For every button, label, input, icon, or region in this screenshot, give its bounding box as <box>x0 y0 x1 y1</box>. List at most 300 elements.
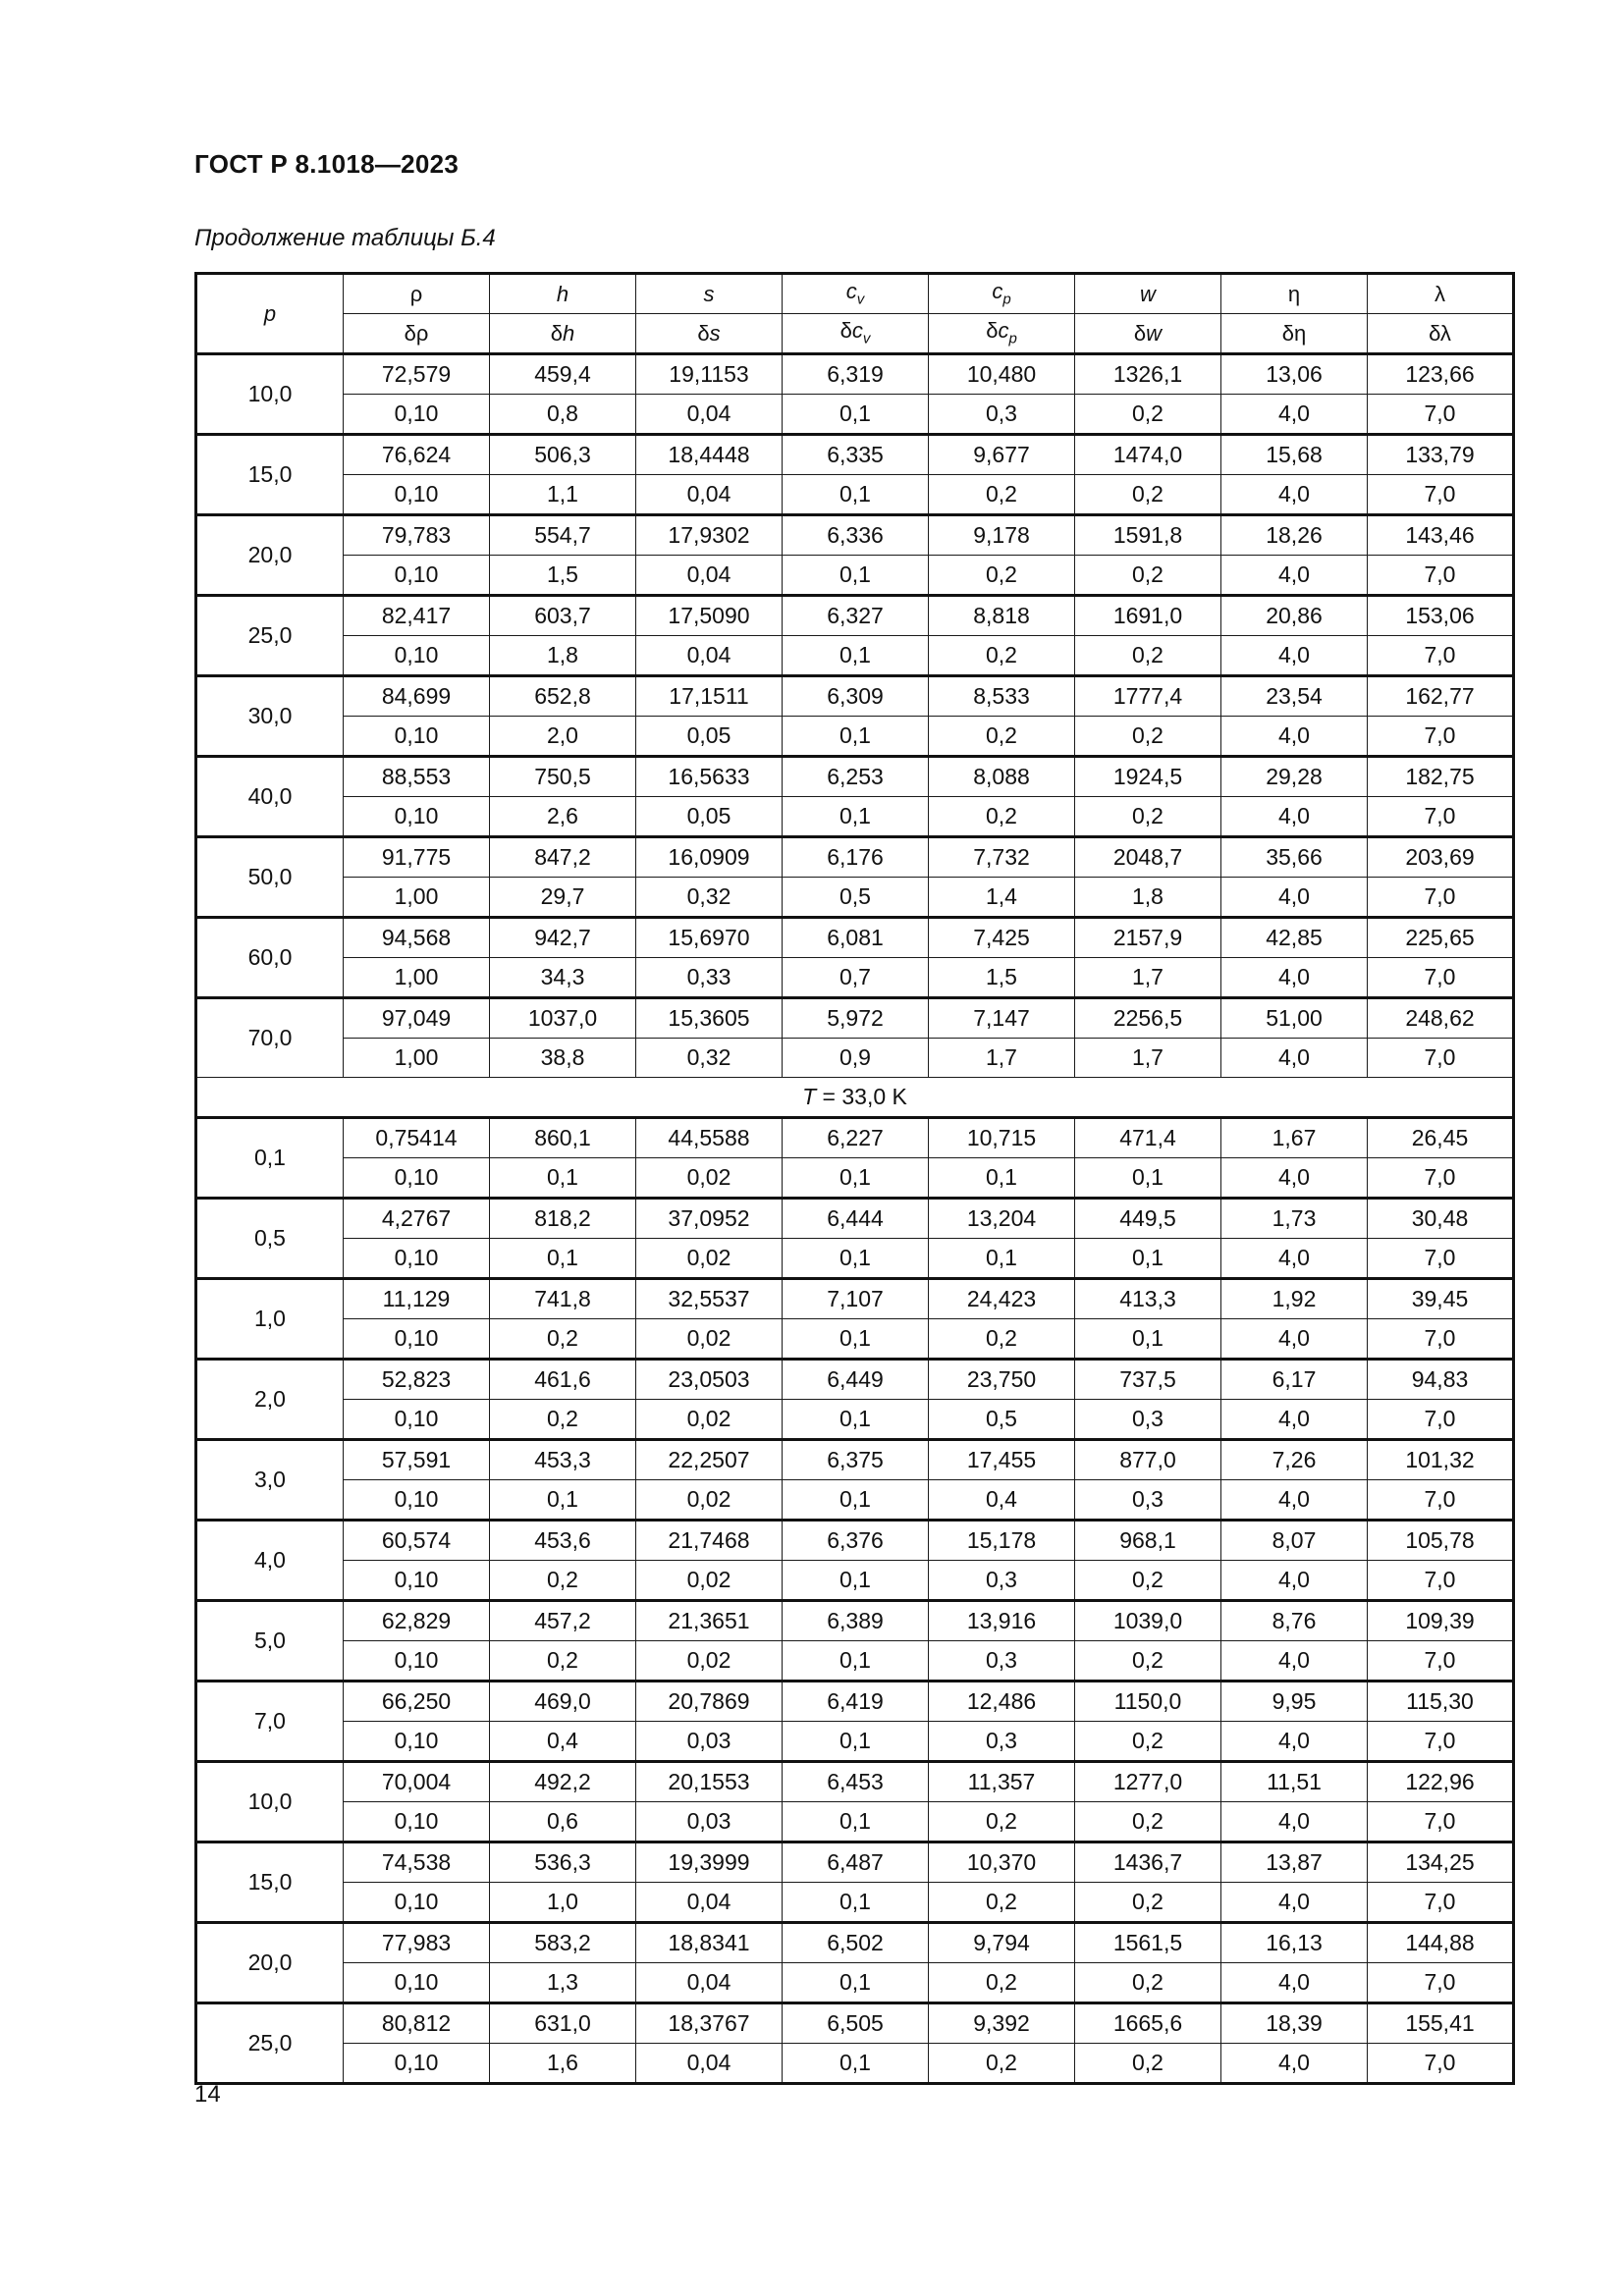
error-cell: 0,10 <box>344 636 490 676</box>
error-cell: 0,2 <box>1075 1641 1221 1682</box>
error-cell: 2,0 <box>490 717 636 757</box>
error-cell: 0,3 <box>1075 1400 1221 1440</box>
value-cell: 66,250 <box>344 1682 490 1722</box>
error-cell: 7,0 <box>1368 1641 1514 1682</box>
error-cell: 0,10 <box>344 1319 490 1360</box>
value-cell: 942,7 <box>490 918 636 958</box>
error-cell: 0,10 <box>344 1722 490 1762</box>
error-cell: 0,2 <box>1075 797 1221 837</box>
error-cell: 4,0 <box>1221 556 1368 596</box>
table-row-errors <box>196 1239 1514 1279</box>
value-cell: 2256,5 <box>1075 998 1221 1039</box>
error-cell: 4,0 <box>1221 1883 1368 1923</box>
header-d-s: δs <box>636 314 783 354</box>
pressure-cell: 15,0 <box>196 435 344 515</box>
error-cell: 0,1 <box>783 475 929 515</box>
value-cell: 968,1 <box>1075 1521 1221 1561</box>
error-cell: 0,03 <box>636 1722 783 1762</box>
error-cell: 0,2 <box>929 636 1075 676</box>
value-cell: 6,319 <box>783 354 929 395</box>
value-cell: 16,13 <box>1221 1923 1368 1963</box>
value-cell: 11,129 <box>344 1279 490 1319</box>
table-row-errors <box>196 958 1514 998</box>
pressure-group <box>196 1682 1514 1762</box>
table-row-errors <box>196 878 1514 918</box>
error-cell: 7,0 <box>1368 1883 1514 1923</box>
value-cell: 22,2507 <box>636 1440 783 1480</box>
value-cell: 52,823 <box>344 1360 490 1400</box>
value-cell: 603,7 <box>490 596 636 636</box>
error-cell: 0,04 <box>636 556 783 596</box>
table-row-values <box>196 1440 1514 1480</box>
error-cell: 0,05 <box>636 797 783 837</box>
value-cell: 8,533 <box>929 676 1075 717</box>
error-cell: 0,33 <box>636 958 783 998</box>
value-cell: 123,66 <box>1368 354 1514 395</box>
error-cell: 4,0 <box>1221 1480 1368 1521</box>
value-cell: 6,176 <box>783 837 929 878</box>
pressure-group <box>196 2003 1514 2084</box>
header-w: w <box>1075 274 1221 314</box>
error-cell: 0,10 <box>344 1561 490 1601</box>
value-cell: 30,48 <box>1368 1199 1514 1239</box>
header-row-errors <box>196 314 1514 354</box>
value-cell: 631,0 <box>490 2003 636 2044</box>
value-cell: 1924,5 <box>1075 757 1221 797</box>
value-cell: 51,00 <box>1221 998 1368 1039</box>
error-cell: 0,10 <box>344 556 490 596</box>
error-cell: 4,0 <box>1221 395 1368 435</box>
error-cell: 0,1 <box>1075 1158 1221 1199</box>
table-row-values <box>196 757 1514 797</box>
pressure-cell: 3,0 <box>196 1440 344 1521</box>
pressure-group <box>196 676 1514 757</box>
header-cp: $c_p$ <box>929 274 1075 314</box>
value-cell: 1,73 <box>1221 1199 1368 1239</box>
value-cell: 9,392 <box>929 2003 1075 2044</box>
error-cell: 0,2 <box>929 1319 1075 1360</box>
value-cell: 20,86 <box>1221 596 1368 636</box>
value-cell: 10,715 <box>929 1118 1075 1158</box>
error-cell: 4,0 <box>1221 636 1368 676</box>
pressure-group <box>196 596 1514 676</box>
document-header: ГОСТ Р 8.1018—2023 <box>194 149 460 179</box>
error-cell: 0,7 <box>783 958 929 998</box>
error-cell: 0,10 <box>344 395 490 435</box>
error-cell: 0,2 <box>929 1963 1075 2003</box>
value-cell: 6,253 <box>783 757 929 797</box>
value-cell: 9,677 <box>929 435 1075 475</box>
pressure-cell: 7,0 <box>196 1682 344 1762</box>
pressure-group <box>196 1199 1514 1279</box>
value-cell: 115,30 <box>1368 1682 1514 1722</box>
table-row-errors <box>196 395 1514 435</box>
error-cell: 0,10 <box>344 1883 490 1923</box>
value-cell: 23,750 <box>929 1360 1075 1400</box>
header-d-cv: $\delta c_v$ <box>783 314 929 354</box>
error-cell: 0,02 <box>636 1480 783 1521</box>
table-row-errors <box>196 1641 1514 1682</box>
error-cell: 0,1 <box>783 1722 929 1762</box>
error-cell: 1,4 <box>929 878 1075 918</box>
value-cell: 143,46 <box>1368 515 1514 556</box>
error-cell: 0,10 <box>344 1641 490 1682</box>
error-cell: 0,1 <box>929 1239 1075 1279</box>
error-cell: 0,5 <box>783 878 929 918</box>
error-cell: 38,8 <box>490 1039 636 1078</box>
table-row-errors <box>196 1039 1514 1078</box>
header-d-eta: δη <box>1221 314 1368 354</box>
error-cell: 0,03 <box>636 1802 783 1842</box>
error-cell: 0,3 <box>929 1561 1075 1601</box>
value-cell: 10,370 <box>929 1842 1075 1883</box>
error-cell: 0,02 <box>636 1561 783 1601</box>
pressure-group <box>196 435 1514 515</box>
value-cell: 13,87 <box>1221 1842 1368 1883</box>
error-cell: 0,02 <box>636 1239 783 1279</box>
error-cell: 1,7 <box>929 1039 1075 1078</box>
pressure-cell: 1,0 <box>196 1279 344 1360</box>
value-cell: 144,88 <box>1368 1923 1514 1963</box>
pressure-group <box>196 837 1514 918</box>
value-cell: 80,812 <box>344 2003 490 2044</box>
value-cell: 91,775 <box>344 837 490 878</box>
pressure-cell: 50,0 <box>196 837 344 918</box>
error-cell: 7,0 <box>1368 1319 1514 1360</box>
error-cell: 0,02 <box>636 1400 783 1440</box>
table-row-values <box>196 1842 1514 1883</box>
value-cell: 16,0909 <box>636 837 783 878</box>
error-cell: 1,00 <box>344 1039 490 1078</box>
pressure-group <box>196 1923 1514 2003</box>
table-row-values <box>196 596 1514 636</box>
error-cell: 4,0 <box>1221 1722 1368 1762</box>
value-cell: 4,2767 <box>344 1199 490 1239</box>
value-cell: 1474,0 <box>1075 435 1221 475</box>
error-cell: 1,0 <box>490 1883 636 1923</box>
value-cell: 6,487 <box>783 1842 929 1883</box>
table-row-values <box>196 1118 1514 1158</box>
error-cell: 0,10 <box>344 1480 490 1521</box>
error-cell: 0,1 <box>783 1802 929 1842</box>
error-cell: 4,0 <box>1221 1963 1368 2003</box>
table-row-errors <box>196 636 1514 676</box>
error-cell: 1,00 <box>344 958 490 998</box>
value-cell: 122,96 <box>1368 1762 1514 1802</box>
value-cell: 153,06 <box>1368 596 1514 636</box>
value-cell: 16,5633 <box>636 757 783 797</box>
error-cell: 7,0 <box>1368 1239 1514 1279</box>
error-cell: 0,1 <box>1075 1319 1221 1360</box>
error-cell: 7,0 <box>1368 475 1514 515</box>
value-cell: 1,92 <box>1221 1279 1368 1319</box>
section-row <box>196 1078 1514 1118</box>
value-cell: 42,85 <box>1221 918 1368 958</box>
value-cell: 6,419 <box>783 1682 929 1722</box>
value-cell: 134,25 <box>1368 1842 1514 1883</box>
error-cell: 4,0 <box>1221 2044 1368 2084</box>
page-number: 14 <box>194 2081 221 2108</box>
error-cell: 0,2 <box>1075 475 1221 515</box>
value-cell: 1326,1 <box>1075 354 1221 395</box>
table-row-values <box>196 1762 1514 1802</box>
error-cell: 7,0 <box>1368 1400 1514 1440</box>
table-row-errors <box>196 1561 1514 1601</box>
header-d-lambda: δλ <box>1368 314 1514 354</box>
error-cell: 34,3 <box>490 958 636 998</box>
value-cell: 7,107 <box>783 1279 929 1319</box>
table-row-errors <box>196 717 1514 757</box>
error-cell: 0,2 <box>1075 1722 1221 1762</box>
error-cell: 0,1 <box>783 1641 929 1682</box>
value-cell: 10,480 <box>929 354 1075 395</box>
error-cell: 29,7 <box>490 878 636 918</box>
table-row-values <box>196 998 1514 1039</box>
pressure-cell: 70,0 <box>196 998 344 1078</box>
value-cell: 6,081 <box>783 918 929 958</box>
pressure-group <box>196 515 1514 596</box>
value-cell: 6,444 <box>783 1199 929 1239</box>
value-cell: 583,2 <box>490 1923 636 1963</box>
value-cell: 1591,8 <box>1075 515 1221 556</box>
value-cell: 492,2 <box>490 1762 636 1802</box>
header-lambda: λ <box>1368 274 1514 314</box>
value-cell: 84,699 <box>344 676 490 717</box>
error-cell: 0,10 <box>344 1400 490 1440</box>
value-cell: 737,5 <box>1075 1360 1221 1400</box>
value-cell: 15,6970 <box>636 918 783 958</box>
error-cell: 0,32 <box>636 878 783 918</box>
error-cell: 0,2 <box>1075 2044 1221 2084</box>
table-row-values <box>196 676 1514 717</box>
value-cell: 74,538 <box>344 1842 490 1883</box>
error-cell: 1,5 <box>929 958 1075 998</box>
error-cell: 0,1 <box>783 1400 929 1440</box>
error-cell: 0,3 <box>1075 1480 1221 1521</box>
value-cell: 21,3651 <box>636 1601 783 1641</box>
error-cell: 4,0 <box>1221 1319 1368 1360</box>
value-cell: 60,574 <box>344 1521 490 1561</box>
value-cell: 6,336 <box>783 515 929 556</box>
table-row-values <box>196 1682 1514 1722</box>
value-cell: 6,505 <box>783 2003 929 2044</box>
error-cell: 7,0 <box>1368 636 1514 676</box>
header-eta: η <box>1221 274 1368 314</box>
value-cell: 72,579 <box>344 354 490 395</box>
value-cell: 155,41 <box>1368 2003 1514 2044</box>
error-cell: 4,0 <box>1221 1239 1368 1279</box>
error-cell: 0,1 <box>783 1561 929 1601</box>
pressure-cell: 30,0 <box>196 676 344 757</box>
error-cell: 0,1 <box>783 1963 929 2003</box>
error-cell: 0,2 <box>1075 717 1221 757</box>
pressure-cell: 4,0 <box>196 1521 344 1601</box>
error-cell: 0,2 <box>1075 1963 1221 2003</box>
error-cell: 7,0 <box>1368 1480 1514 1521</box>
value-cell: 20,1553 <box>636 1762 783 1802</box>
error-cell: 0,10 <box>344 1802 490 1842</box>
value-cell: 6,502 <box>783 1923 929 1963</box>
value-cell: 6,376 <box>783 1521 929 1561</box>
header-d-w: δw <box>1075 314 1221 354</box>
error-cell: 0,3 <box>929 1641 1075 1682</box>
error-cell: 0,6 <box>490 1802 636 1842</box>
pressure-cell: 0,5 <box>196 1199 344 1279</box>
pressure-cell: 25,0 <box>196 596 344 676</box>
value-cell: 459,4 <box>490 354 636 395</box>
table-row-errors <box>196 1802 1514 1842</box>
error-cell: 0,2 <box>1075 636 1221 676</box>
value-cell: 453,6 <box>490 1521 636 1561</box>
header-d-rho: δρ <box>344 314 490 354</box>
pressure-cell: 25,0 <box>196 2003 344 2084</box>
error-cell: 4,0 <box>1221 717 1368 757</box>
value-cell: 13,204 <box>929 1199 1075 1239</box>
error-cell: 7,0 <box>1368 958 1514 998</box>
value-cell: 860,1 <box>490 1118 636 1158</box>
value-cell: 248,62 <box>1368 998 1514 1039</box>
table-row-errors <box>196 1319 1514 1360</box>
error-cell: 0,4 <box>490 1722 636 1762</box>
error-cell: 4,0 <box>1221 797 1368 837</box>
error-cell: 1,8 <box>1075 878 1221 918</box>
error-cell: 0,1 <box>490 1480 636 1521</box>
error-cell: 0,10 <box>344 717 490 757</box>
pressure-group <box>196 1521 1514 1601</box>
pressure-cell: 10,0 <box>196 1762 344 1842</box>
error-cell: 1,6 <box>490 2044 636 2084</box>
error-cell: 7,0 <box>1368 717 1514 757</box>
error-cell: 0,02 <box>636 1158 783 1199</box>
error-cell: 0,02 <box>636 1319 783 1360</box>
error-cell: 0,1 <box>783 717 929 757</box>
error-cell: 0,10 <box>344 1158 490 1199</box>
pressure-group <box>196 1762 1514 1842</box>
value-cell: 7,425 <box>929 918 1075 958</box>
value-cell: 15,68 <box>1221 435 1368 475</box>
pressure-cell: 20,0 <box>196 515 344 596</box>
table-row-errors <box>196 475 1514 515</box>
error-cell: 4,0 <box>1221 1039 1368 1078</box>
error-cell: 4,0 <box>1221 1158 1368 1199</box>
pressure-group <box>196 1601 1514 1682</box>
value-cell: 9,794 <box>929 1923 1075 1963</box>
value-cell: 12,486 <box>929 1682 1075 1722</box>
error-cell: 2,6 <box>490 797 636 837</box>
error-cell: 0,3 <box>929 1722 1075 1762</box>
value-cell: 2157,9 <box>1075 918 1221 958</box>
value-cell: 1561,5 <box>1075 1923 1221 1963</box>
value-cell: 26,45 <box>1368 1118 1514 1158</box>
value-cell: 77,983 <box>344 1923 490 1963</box>
error-cell: 0,1 <box>783 1480 929 1521</box>
value-cell: 18,4448 <box>636 435 783 475</box>
error-cell: 1,8 <box>490 636 636 676</box>
value-cell: 1037,0 <box>490 998 636 1039</box>
value-cell: 105,78 <box>1368 1521 1514 1561</box>
table-row-errors <box>196 1158 1514 1199</box>
error-cell: 0,2 <box>1075 1883 1221 1923</box>
error-cell: 0,9 <box>783 1039 929 1078</box>
error-cell: 0,2 <box>929 2044 1075 2084</box>
value-cell: 1665,6 <box>1075 2003 1221 2044</box>
value-cell: 741,8 <box>490 1279 636 1319</box>
error-cell: 4,0 <box>1221 958 1368 998</box>
error-cell: 7,0 <box>1368 395 1514 435</box>
table-row-errors <box>196 1480 1514 1521</box>
error-cell: 4,0 <box>1221 1802 1368 1842</box>
error-cell: 7,0 <box>1368 1963 1514 2003</box>
pressure-group <box>196 998 1514 1078</box>
error-cell: 0,05 <box>636 717 783 757</box>
error-cell: 0,2 <box>929 1883 1075 1923</box>
table-row-values <box>196 2003 1514 2044</box>
section-label: T = 33,0 K <box>196 1078 1514 1118</box>
error-cell: 0,04 <box>636 2044 783 2084</box>
header-h: h <box>490 274 636 314</box>
value-cell: 94,568 <box>344 918 490 958</box>
value-cell: 11,357 <box>929 1762 1075 1802</box>
table-row-values <box>196 1923 1514 1963</box>
value-cell: 76,624 <box>344 435 490 475</box>
error-cell: 0,1 <box>783 1239 929 1279</box>
value-cell: 6,449 <box>783 1360 929 1400</box>
value-cell: 17,455 <box>929 1440 1075 1480</box>
pressure-cell: 5,0 <box>196 1601 344 1682</box>
error-cell: 0,10 <box>344 2044 490 2084</box>
error-cell: 0,1 <box>1075 1239 1221 1279</box>
error-cell: 0,1 <box>929 1158 1075 1199</box>
error-cell: 0,1 <box>783 2044 929 2084</box>
value-cell: 8,07 <box>1221 1521 1368 1561</box>
pressure-cell: 0,1 <box>196 1118 344 1199</box>
error-cell: 0,4 <box>929 1480 1075 1521</box>
value-cell: 469,0 <box>490 1682 636 1722</box>
error-cell: 0,2 <box>929 717 1075 757</box>
value-cell: 17,9302 <box>636 515 783 556</box>
value-cell: 18,26 <box>1221 515 1368 556</box>
table-row-values <box>196 1521 1514 1561</box>
table-row-errors <box>196 1400 1514 1440</box>
header-rho: ρ <box>344 274 490 314</box>
error-cell: 7,0 <box>1368 556 1514 596</box>
error-cell: 0,04 <box>636 1883 783 1923</box>
error-cell: 0,1 <box>490 1239 636 1279</box>
error-cell: 0,04 <box>636 475 783 515</box>
value-cell: 20,7869 <box>636 1682 783 1722</box>
header-d-h: δh <box>490 314 636 354</box>
error-cell: 0,32 <box>636 1039 783 1078</box>
value-cell: 6,453 <box>783 1762 929 1802</box>
value-cell: 18,3767 <box>636 2003 783 2044</box>
error-cell: 0,2 <box>929 556 1075 596</box>
error-cell: 0,10 <box>344 1239 490 1279</box>
value-cell: 23,54 <box>1221 676 1368 717</box>
value-cell: 109,39 <box>1368 1601 1514 1641</box>
value-cell: 1691,0 <box>1075 596 1221 636</box>
pressure-group <box>196 1360 1514 1440</box>
table-row-values <box>196 837 1514 878</box>
pressure-group <box>196 1440 1514 1521</box>
value-cell: 62,829 <box>344 1601 490 1641</box>
error-cell: 0,04 <box>636 636 783 676</box>
error-cell: 0,5 <box>929 1400 1075 1440</box>
value-cell: 8,818 <box>929 596 1075 636</box>
error-cell: 0,2 <box>929 475 1075 515</box>
value-cell: 94,83 <box>1368 1360 1514 1400</box>
error-cell: 7,0 <box>1368 1158 1514 1199</box>
value-cell: 6,375 <box>783 1440 929 1480</box>
